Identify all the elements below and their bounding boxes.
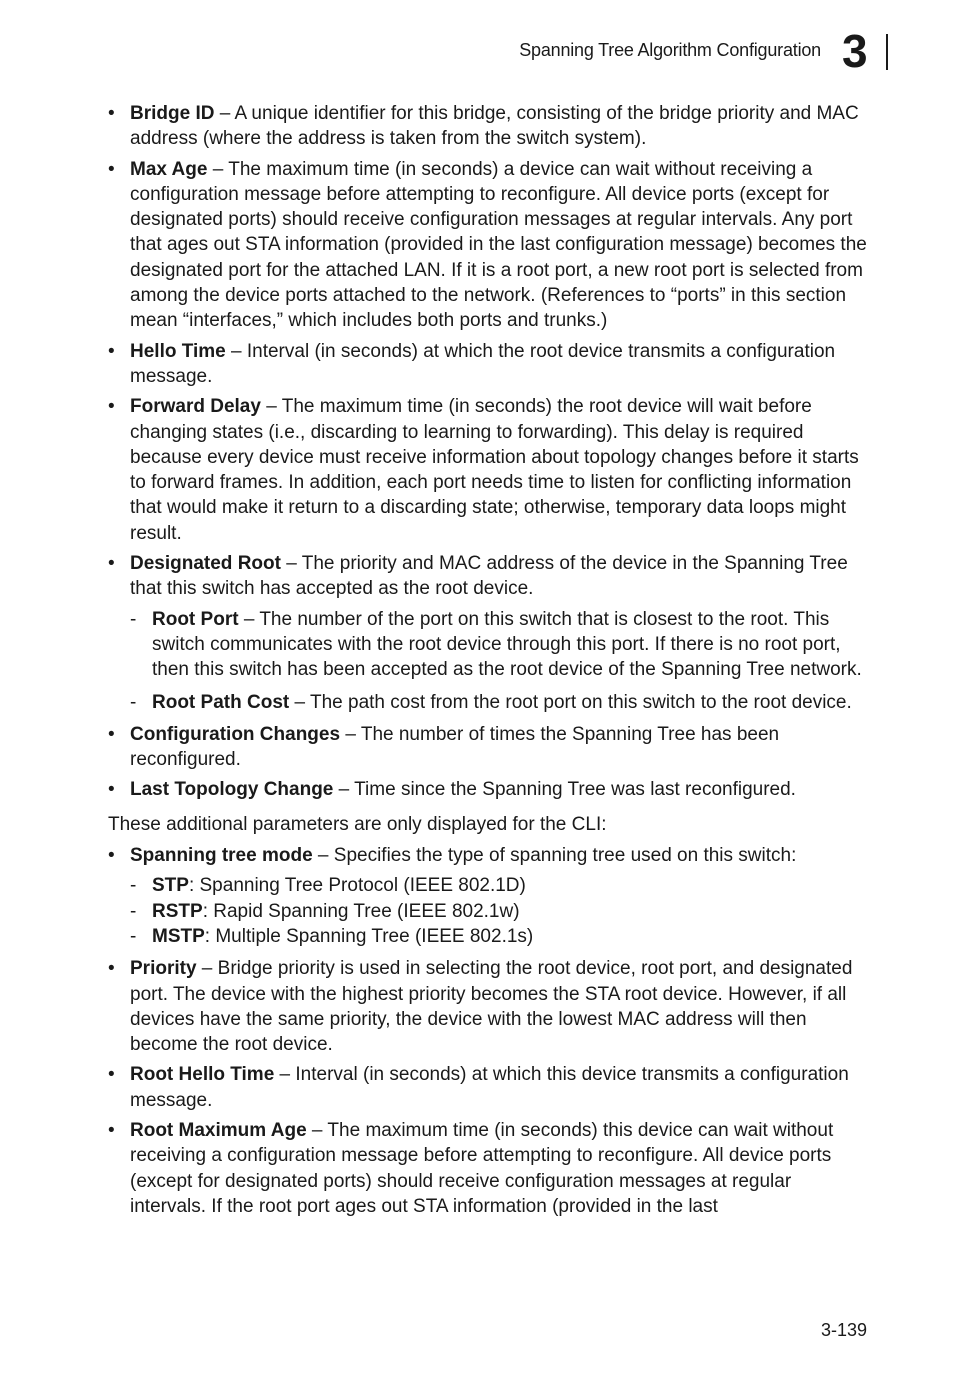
cli-intro-paragraph: These additional parameters are only displayed for the CLI: [108,813,607,835]
bullet-mark: • [108,1119,115,1141]
bullet-mark: • [108,340,115,362]
description: – The path cost from the root port on this switch to the root device. [289,691,852,713]
description: – Interval (in seconds) at which this device transmits a configuration message. [130,1064,849,1111]
list-item-max-age [108,157,868,334]
sub-item-mstp [108,924,868,949]
list-item-configuration-changes [108,722,868,773]
bullet-mark: • [108,1064,115,1086]
description: – Bridge priority is used in selecting the root device, root port, and designated port. The device with the highest priority becomes the STA root device. However, if all devices have the same priority, the device with the lowest MAC address will then become the root device. [130,958,853,1056]
description: – The number of times the Spanning Tree has been reconfigured. [130,723,780,771]
chapter-number: 3 [842,25,868,77]
description: – Time since the Spanning Tree was last reconfigured. [333,779,796,801]
bullet-mark: • [108,396,115,418]
dash-mark: - [130,691,137,713]
term: Root Port [152,608,239,630]
dash-mark: - [130,608,137,630]
description: – The maximum time (in seconds) the root device will wait before changing states (i.e., discarding to learning to forwarding). This delay is required because every device must receive information about topology changes before it starts to forward frames. In addition, each port needs time to listen for conflicting information that would make it return to a discarding state; otherwise, temporary data loops might result. [130,396,859,544]
sub-item-stp [108,873,868,898]
bullet-mark: • [108,958,115,980]
bullet-mark: • [108,158,115,180]
list-item-designated-root [108,551,868,602]
term: RSTP [152,900,203,922]
description: – Specifies the type of spanning tree used on this switch: [312,845,797,867]
term: Last Topology Change [130,779,334,801]
term: Priority [130,958,197,980]
chapter-divider [886,34,888,70]
term: STP [152,875,189,897]
description: – The maximum time (in seconds) a device can wait without receiving a configuration message before attempting to reconfigure. All device ports (except for designated ports) should receive configuration messages at regular intervals. Any port that ages out STA information (provided in the last configuration message) becomes the designated port for the attached LAN. If it is a root port, a new root port is selected from among the device ports attached to the network. (References to “ports” in this section mean “interfaces,” which includes both ports and trunks.) [130,158,867,332]
description: – The number of the port on this switch that is closest to the root. This switch communicates with the root device through this port. If there is no root port, then this switch has been accepted as the root device of the Spanning Tree network. [152,608,862,681]
list-item-last-topology-change [108,777,868,802]
designated-root-sublist [108,607,868,715]
term: Max Age [130,158,208,180]
list-item-root-maximum-age [108,1118,868,1219]
header-title: Spanning Tree Algorithm Configuration [519,40,821,60]
description: – Interval (in seconds) at which the root device transmits a configuration message. [130,340,836,387]
description: : Spanning Tree Protocol (IEEE 802.1D) [188,875,526,897]
description: : Rapid Spanning Tree (IEEE 802.1w) [202,900,520,922]
bullet-mark: • [108,779,115,801]
dash-mark: - [130,875,137,897]
page-number: 3-139 [821,1320,868,1340]
sub-item-root-path-cost [108,690,868,715]
term: Root Hello Time [130,1064,275,1086]
term: Spanning tree mode [130,845,313,867]
dash-mark: - [130,900,137,922]
bullet-mark: • [108,723,115,745]
description: – The maximum time (in seconds) this device can wait without receiving a configuration message before attempting to reconfigure. All device ports (except for designated ports) should receive configuration messages at regular intervals. If the root port ages out STA information (provided in the last [130,1119,834,1217]
list-item-spanning-tree-mode [108,843,868,868]
description: – The priority and MAC address of the device in the Spanning Tree that this switch has accepted as the root device. [130,553,848,600]
term: MSTP [152,925,205,947]
term: Root Maximum Age [130,1119,307,1141]
description: : Multiple Spanning Tree (IEEE 802.1s) [204,925,534,947]
list-item-forward-delay [108,394,868,546]
term: Forward Delay [130,396,261,418]
term: Designated Root [130,553,281,575]
term: Root Path Cost [152,691,290,713]
bullet-mark: • [108,845,115,867]
bullet-mark: • [108,103,115,124]
term: Hello Time [130,340,226,362]
sub-item-rstp [108,899,868,924]
list-item-root-hello-time [108,1062,868,1113]
term: Bridge ID [130,103,215,124]
dash-mark: - [130,925,137,947]
list-item-hello-time [108,339,868,390]
term: Configuration Changes [130,723,341,745]
mode-sublist [108,873,868,949]
page-content [108,101,868,1224]
list-item-bridge-id [108,101,868,152]
description: – A unique identifier for this bridge, consisting of the bridge priority and MAC address (where the address is taken from the switch system). [130,103,859,150]
list-item-priority [108,956,868,1057]
sub-item-root-port [108,607,868,683]
bullet-mark: • [108,553,115,575]
